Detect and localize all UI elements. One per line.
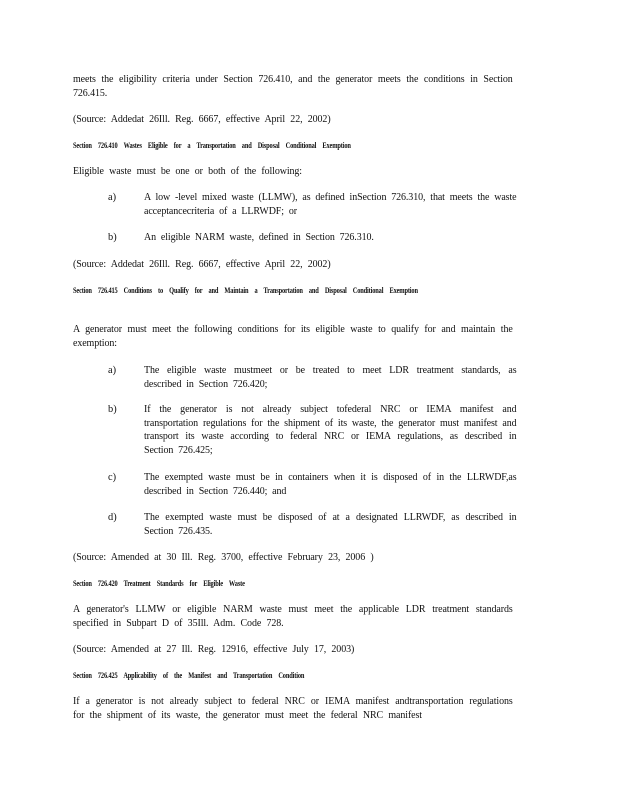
paragraph-treatment-standards: A generator's LLMW or eligible NARM waste must meet the applicable LDR treatment standards specified in Subpart D of 35Ill. Adm. Code 728. <box>73 604 513 629</box>
paragraph-eligible-waste: Eligible waste must be one or both of the following: <box>73 166 302 177</box>
list-item-label: a) <box>108 192 117 203</box>
list-item-label: c) <box>108 472 117 483</box>
section-heading-726-425: Section 726.425 Applicability of the Manifest and Transportation Condition <box>73 671 305 680</box>
list-item-label: b) <box>108 232 117 243</box>
source-note: (Source: Amended at 30 Ill. Reg. 3700, effective February 23, 2006 ) <box>73 552 374 563</box>
source-note: (Source: Addedat 26Ill. Reg. 6667, effective April 22, 2002) <box>73 259 331 270</box>
section-heading-726-420: Section 726.420 Treatment Standards for Eligible Waste <box>73 579 245 588</box>
source-note: (Source: Amended at 27 Ill. Reg. 12916, effective July 17, 2003) <box>73 644 355 655</box>
section-heading-726-410: Section 726.410 Wastes Eligible for a Transportation and Disposal Conditional Exemption <box>73 141 351 150</box>
list-item-label: a) <box>108 365 117 376</box>
list-item-label: b) <box>108 404 117 415</box>
section-heading-726-415: Section 726.415 Conditions to Qualify for and Maintain a Transportation and Disposal Conditional Exemption <box>73 286 418 295</box>
list-item-text: If the generator is not already subject tofederal NRC or IEMA manifest and transportation regulations for the shipment of its waste, the generator must manifest and transport its waste according to federal NRC or IEMA regulations, as described in Section 726.425; <box>144 404 517 456</box>
paragraph-manifest-condition: If a generator is not already subject to federal NRC or IEMA manifest andtransportation regulations for the shipment of its waste, the generator must meet the federal NRC manifest <box>73 696 513 721</box>
list-item-text: The exempted waste must be in containers when it is disposed of in the LLRWDF,as described in Section 726.440; and <box>144 472 517 497</box>
source-note: (Source: Addedat 26Ill. Reg. 6667, effective April 22, 2002) <box>73 114 331 125</box>
paragraph-conditions: A generator must meet the following conditions for its eligible waste to qualify for and maintain the exemption: <box>73 324 513 349</box>
list-item-text: The exempted waste must be disposed of at a designated LLRWDF, as described in Section 726.435. <box>144 512 517 537</box>
list-item-text: An eligible NARM waste, defined in Section 726.310. <box>144 232 374 243</box>
list-item-text: A low -level mixed waste (LLMW), as defined inSection 726.310, that meets the waste acceptancecriteria of a LLRWDF; or <box>144 192 517 217</box>
list-item-label: d) <box>108 512 117 523</box>
list-item-text: The eligible waste mustmeet or be treated to meet LDR treatment standards, as described in Section 726.420; <box>144 365 517 390</box>
paragraph-continuation: meets the eligibility criteria under Section 726.410, and the generator meets the conditions in Section 726.415. <box>73 74 513 99</box>
